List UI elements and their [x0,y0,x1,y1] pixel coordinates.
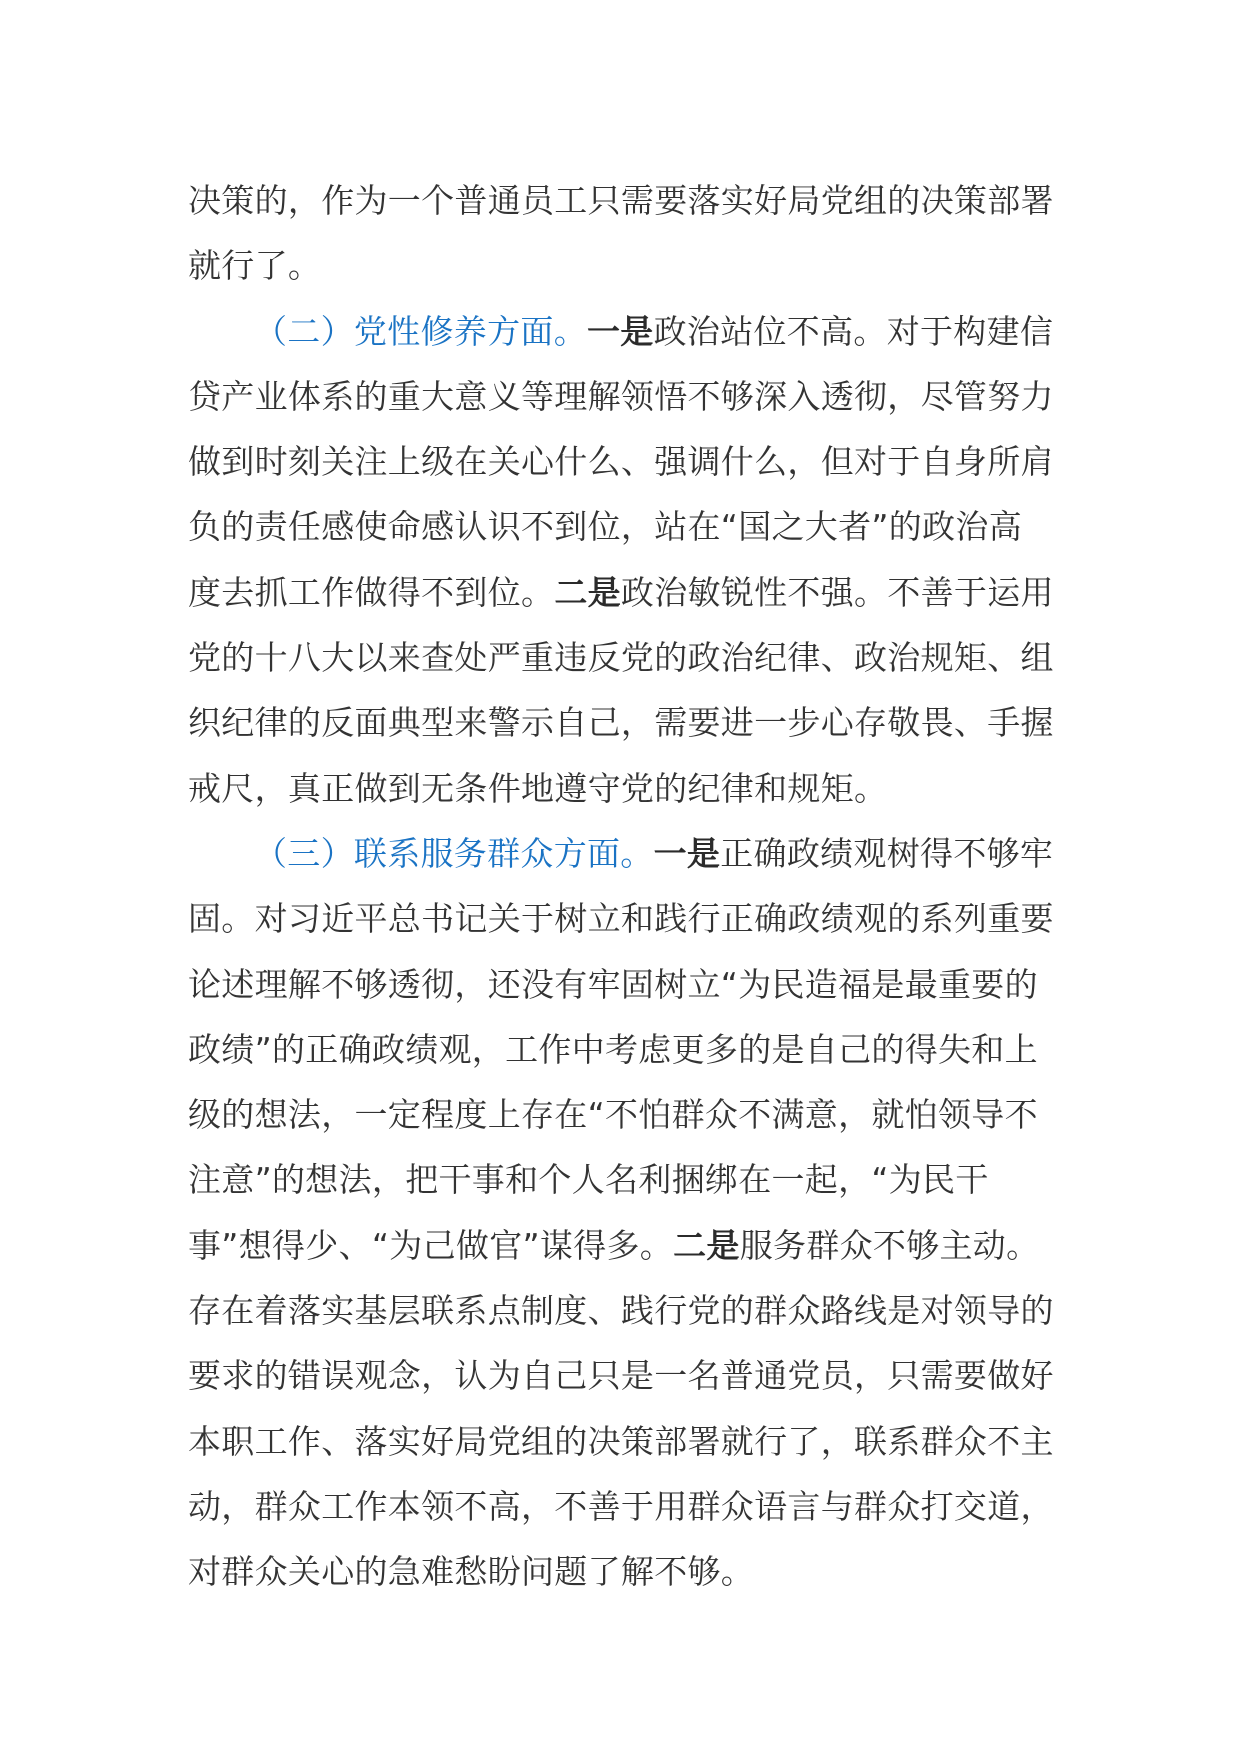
point-marker: 二是 [673,1225,740,1265]
text-run: 政治敏锐性不强。不善于运用 [620,572,1054,612]
point-marker: 一是 [653,833,721,873]
text-line: 戒尺，真正做到无条件地遵守党的纪律和规矩。 [188,768,888,808]
text-line: 动，群众工作本领不高，不善于用群众语言与群众打交道， [188,1486,1054,1526]
text-line: 存在着落实基层联系点制度、践行党的群众路线是对领导的 [188,1291,1054,1331]
text-line: 党的十八大以来查处严重违反党的政治纪律、政治规矩、组 [188,638,1054,678]
document-body [188,168,1068,1605]
text-line: 决策的，作为一个普通员工只需要落实好局党组的决策部署 [188,181,1054,220]
text-line: 政绩”的正确政绩观，工作中考虑更多的是自己的得失和上 [188,1029,1038,1069]
text-line: 注意”的想法，把干事和个人名利捆绑在一起，“为民干 [188,1160,989,1200]
text-line: 固。对习近平总书记关于树立和践行正确政绩观的系列重要 [188,899,1054,939]
text-run: 事”想得少、“为己做官”谋得多。 [188,1225,674,1265]
text-run: 政治站位不高。对于构建信 [653,311,1054,351]
text-line: 论述理解不够透彻，还没有牢固树立“为民造福是最重要的 [188,964,1038,1004]
paragraph-continuation [188,168,1068,299]
paragraph-serving-masses [188,821,1068,1605]
text-line [188,560,1068,625]
point-marker: 二是 [554,572,621,612]
text-line: 要求的错误观念，认为自己只是一名普通党员，只需要做好 [188,1356,1054,1396]
text-line [188,1213,1068,1278]
text-line: 负的责任感使命感认识不到位，站在“国之大者”的政治高 [188,507,1022,547]
text-line [188,299,1068,364]
text-line: 做到时刻关注上级在关心什么、强调什么，但对于自身所肩 [188,442,1054,482]
section-heading: （三）联系服务群众方面。 [254,833,654,873]
text-line: 织纪律的反面典型来警示自己，需要进一步心存敬畏、手握 [188,703,1054,743]
text-run: 度去抓工作做得不到位。 [188,572,555,612]
section-heading: （二）党性修养方面。 [254,311,587,351]
point-marker: 一是 [587,311,654,351]
text-run: 正确政绩观树得不够牢 [720,833,1054,873]
text-line [188,821,1068,886]
text-line: 就行了。 [188,246,322,286]
paragraph-party-cultivation [188,299,1068,821]
text-line: 对群众关心的急难愁盼问题了解不够。 [188,1552,755,1592]
text-line: 本职工作、落实好局党组的决策部署就行了，联系群众不主 [188,1421,1054,1461]
text-line: 贷产业体系的重大意义等理解领悟不够深入透彻，尽管努力 [188,376,1054,416]
text-line: 级的想法，一定程度上存在“不怕群众不满意，就怕领导不 [188,1095,1038,1135]
text-run: 服务群众不够主动。 [739,1225,1040,1265]
